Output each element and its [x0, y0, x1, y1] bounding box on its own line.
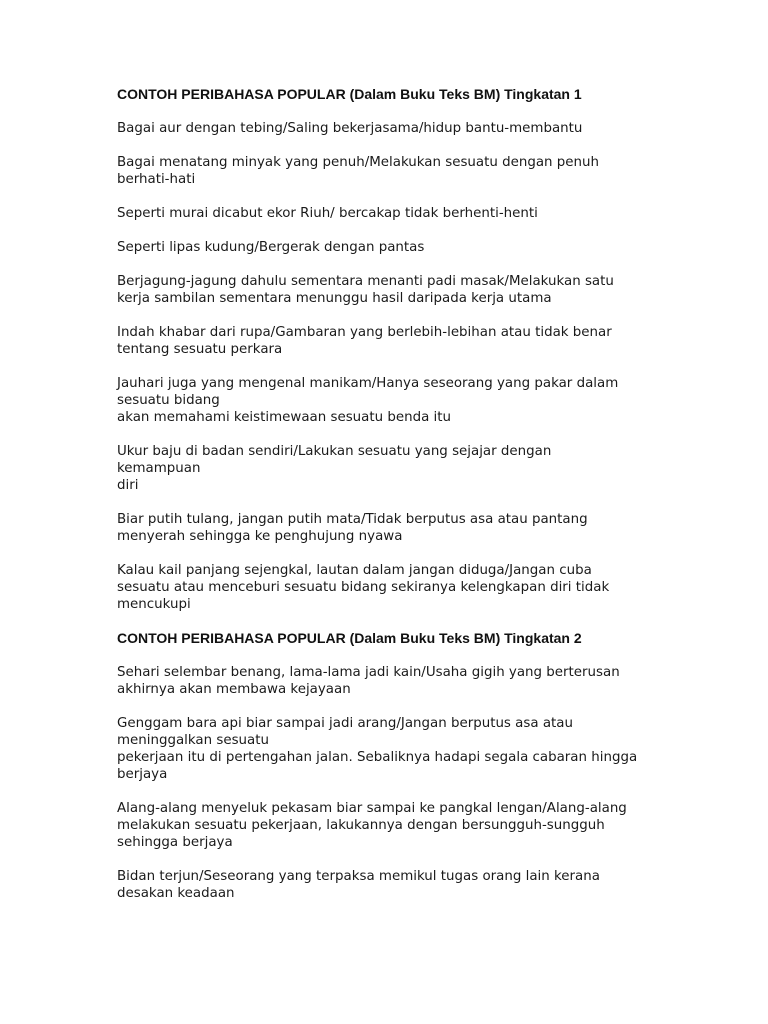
entry-line: diri: [117, 478, 139, 493]
peribahasa-entry: [117, 324, 657, 358]
entry-line: menyerah sehingga ke penghujung nyawa: [117, 529, 403, 544]
peribahasa-entry: [117, 273, 657, 307]
entry-line: kemampuan: [117, 461, 201, 476]
peribahasa-entry: [117, 715, 657, 783]
entry-line: pekerjaan itu di pertengahan jalan. Sebaliknya hadapi segala cabaran hingga: [117, 750, 638, 765]
peribahasa-entry: [117, 205, 657, 222]
entry-line: sesuatu atau menceburi sesuatu bidang sekiranya kelengkapan diri tidak: [117, 580, 610, 595]
peribahasa-entry: [117, 375, 657, 426]
entry-line: Berjagung-jagung dahulu sementara menanti padi masak/Melakukan satu: [117, 274, 614, 289]
entry-line: sehingga berjaya: [117, 835, 233, 850]
peribahasa-entry: [117, 868, 657, 902]
entry-line: mencukupi: [117, 597, 191, 612]
entry-line: akhirnya akan membawa kejayaan: [117, 682, 351, 697]
entry-line: Bagai aur dengan tebing/Saling bekerjasama/hidup bantu-membantu: [117, 121, 583, 136]
peribahasa-entry: [117, 154, 657, 188]
entry-line: Bidan terjun/Seseorang yang terpaksa memikul tugas orang lain kerana: [117, 869, 600, 884]
peribahasa-entry: [117, 800, 657, 851]
peribahasa-entry: [117, 443, 657, 494]
section-heading: CONTOH PERIBAHASA POPULAR (Dalam Buku Teks BM) Tingkatan 1: [117, 86, 582, 102]
entry-line: akan memahami keistimewaan sesuatu benda itu: [117, 410, 452, 425]
peribahasa-entry: [117, 511, 657, 545]
peribahasa-entry: [117, 239, 657, 256]
entry-line: melakukan sesuatu pekerjaan, lakukannya dengan bersungguh-sungguh: [117, 818, 605, 833]
entry-line: Seperti murai dicabut ekor Riuh/ bercakap tidak berhenti-henti: [117, 206, 538, 221]
entry-line: kerja sambilan sementara menunggu hasil daripada kerja utama: [117, 291, 552, 306]
entry-line: Ukur baju di badan sendiri/Lakukan sesuatu yang sejajar dengan: [117, 444, 552, 459]
section-heading: CONTOH PERIBAHASA POPULAR (Dalam Buku Teks BM) Tingkatan 2: [117, 630, 582, 646]
entry-line: tentang sesuatu perkara: [117, 342, 283, 357]
entry-line: Seperti lipas kudung/Bergerak dengan pantas: [117, 240, 425, 255]
entry-line: meninggalkan sesuatu: [117, 733, 269, 748]
entry-line: Alang-alang menyeluk pekasam biar sampai ke pangkal lengan/Alang-alang: [117, 801, 627, 816]
peribahasa-entry: [117, 664, 657, 698]
peribahasa-entry: [117, 562, 657, 613]
entry-line: berjaya: [117, 767, 168, 782]
entry-line: desakan keadaan: [117, 886, 235, 901]
entry-line: Jauhari juga yang mengenal manikam/Hanya seseorang yang pakar dalam: [117, 376, 619, 391]
entry-line: Bagai menatang minyak yang penuh/Melakukan sesuatu dengan penuh: [117, 155, 599, 170]
peribahasa-entry: [117, 120, 657, 137]
entry-line: Biar putih tulang, jangan putih mata/Tidak berputus asa atau pantang: [117, 512, 588, 527]
entry-line: Indah khabar dari rupa/Gambaran yang berlebih-lebihan atau tidak benar: [117, 325, 612, 340]
entry-line: Sehari selembar benang, lama-lama jadi kain/Usaha gigih yang berterusan: [117, 665, 620, 680]
entry-line: Genggam bara api biar sampai jadi arang/Jangan berputus asa atau: [117, 716, 573, 731]
entry-line: sesuatu bidang: [117, 393, 220, 408]
document-page: [117, 86, 657, 919]
entry-line: berhati-hati: [117, 172, 196, 187]
entry-line: Kalau kail panjang sejengkal, lautan dalam jangan diduga/Jangan cuba: [117, 563, 592, 578]
